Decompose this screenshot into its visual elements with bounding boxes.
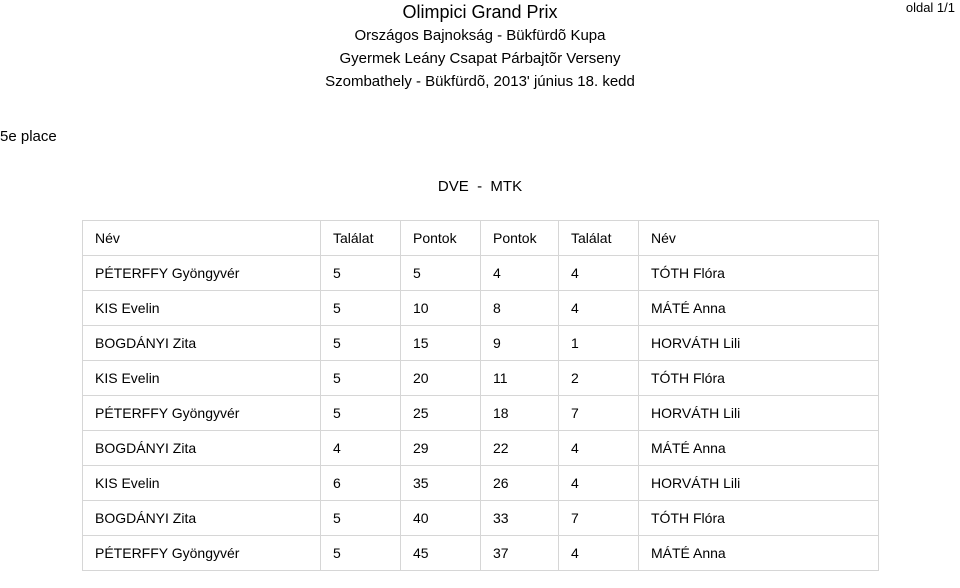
right-cumulative-score: 8 [481,291,559,326]
left-cumulative-score: 20 [401,361,481,396]
right-fencer-name: TÓTH Flóra [639,501,879,536]
match-title: DVE - MTK [437,178,523,195]
header-touches-left: Találat [321,221,401,256]
championship-subtitle: Országos Bajnokság - Bükfürdõ Kupa [354,27,606,44]
right-touches: 4 [559,256,639,291]
right-fencer-name: HORVÁTH Lili [639,396,879,431]
left-touches: 5 [321,326,401,361]
right-fencer-name: MÁTÉ Anna [639,431,879,466]
header-name-left: Név [83,221,321,256]
bout-results-table [82,220,879,571]
right-touches: 2 [559,361,639,396]
left-touches: 5 [321,396,401,431]
left-fencer-name: KIS Evelin [83,466,321,501]
right-touches: 4 [559,466,639,501]
header-score-left: Pontok [401,221,481,256]
header-score-right: Pontok [481,221,559,256]
page-number: oldal 1/1 [905,0,955,15]
left-cumulative-score: 40 [401,501,481,536]
table-row [83,466,879,501]
table-row [83,326,879,361]
left-fencer-name: BOGDÁNYI Zita [83,326,321,361]
left-touches: 4 [321,431,401,466]
right-cumulative-score: 22 [481,431,559,466]
left-fencer-name: BOGDÁNYI Zita [83,501,321,536]
right-fencer-name: TÓTH Flóra [639,361,879,396]
left-fencer-name: KIS Evelin [83,361,321,396]
right-fencer-name: MÁTÉ Anna [639,291,879,326]
left-fencer-name: PÉTERFFY Gyöngyvér [83,396,321,431]
table-row [83,361,879,396]
right-touches: 7 [559,501,639,536]
place-label: 5e place [0,128,57,145]
left-fencer-name: PÉTERFFY Gyöngyvér [83,256,321,291]
right-cumulative-score: 18 [481,396,559,431]
right-touches: 4 [559,291,639,326]
right-cumulative-score: 26 [481,466,559,501]
left-fencer-name: BOGDÁNYI Zita [83,431,321,466]
right-cumulative-score: 37 [481,536,559,571]
left-fencer-name: KIS Evelin [83,291,321,326]
right-fencer-name: HORVÁTH Lili [639,326,879,361]
header-touches-right: Találat [559,221,639,256]
right-fencer-name: HORVÁTH Lili [639,466,879,501]
right-fencer-name: TÓTH Flóra [639,256,879,291]
right-touches: 7 [559,396,639,431]
table-row [83,256,879,291]
right-touches: 1 [559,326,639,361]
left-touches: 6 [321,466,401,501]
left-touches: 5 [321,361,401,396]
left-cumulative-score: 15 [401,326,481,361]
left-cumulative-score: 10 [401,291,481,326]
page-title: Olimpici Grand Prix [402,2,558,22]
right-cumulative-score: 11 [481,361,559,396]
table-row [83,291,879,326]
header-name-right: Név [639,221,879,256]
right-touches: 4 [559,536,639,571]
table-row [83,396,879,431]
left-cumulative-score: 35 [401,466,481,501]
right-fencer-name: MÁTÉ Anna [639,536,879,571]
table-row [83,536,879,571]
right-cumulative-score: 9 [481,326,559,361]
event-subtitle: Gyermek Leány Csapat Párbajtõr Verseny [339,50,621,67]
table-row [83,501,879,536]
left-fencer-name: PÉTERFFY Gyöngyvér [83,536,321,571]
table-row [83,431,879,466]
venue-date-subtitle: Szombathely - Bükfürdõ, 2013' június 18. kedd [325,73,635,90]
left-cumulative-score: 25 [401,396,481,431]
left-cumulative-score: 45 [401,536,481,571]
left-cumulative-score: 5 [401,256,481,291]
left-touches: 5 [321,291,401,326]
left-touches: 5 [321,256,401,291]
right-cumulative-score: 4 [481,256,559,291]
table-header-row [83,221,879,256]
right-touches: 4 [559,431,639,466]
right-cumulative-score: 33 [481,501,559,536]
left-touches: 5 [321,501,401,536]
left-cumulative-score: 29 [401,431,481,466]
left-touches: 5 [321,536,401,571]
